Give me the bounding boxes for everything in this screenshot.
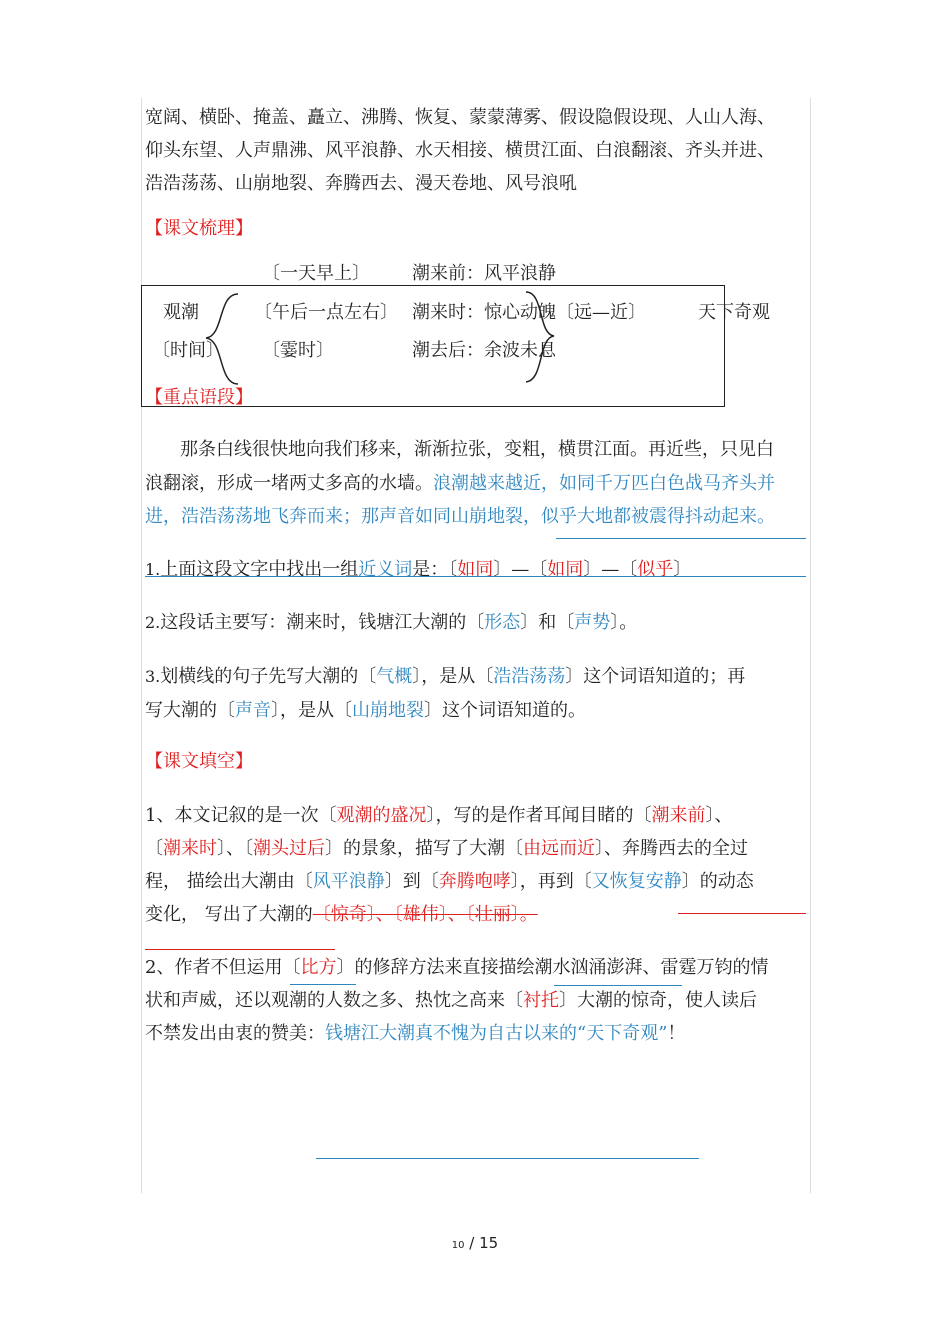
q3-answer-2: 浩浩荡荡 (493, 666, 566, 687)
fill-3-answer-3: 又恢复安静 (591, 871, 682, 892)
fill-1-line-1 (145, 799, 732, 832)
outline-heading: 【课文梳理】 (145, 218, 253, 239)
outline-row1-time: 〔一天早上〕 (262, 263, 370, 284)
q1-answer-1: 如同 (457, 559, 494, 580)
question-2-number: 2. (145, 613, 161, 632)
fill-2-line-1 (145, 951, 768, 984)
fill-2-text-d: 〕、奔腾西去的全过 (595, 838, 748, 859)
red-rule-1 (678, 913, 806, 914)
q2-answer-1: 形态 (484, 612, 521, 633)
question-1 (145, 553, 691, 586)
q1-answer-3: 似乎 (637, 559, 674, 580)
question-3-line-1 (145, 660, 745, 693)
fill-3-text-c: 〕，再到〔 (510, 871, 592, 892)
key-passage-line-2 (145, 467, 775, 500)
outline-row3-desc: 潮去后：余波未息 (412, 340, 556, 361)
q2-answer-2: 声势 (574, 612, 611, 633)
fill-2-answer-2: 潮头过后 (253, 838, 325, 859)
outline-right-summary: 天下奇观 (698, 302, 770, 323)
fill-2-text-c: 〕的景象，描写了大潮〔 (325, 838, 523, 859)
outline-left-topic: 观潮 (163, 302, 199, 323)
question-3-line-2 (145, 694, 586, 727)
blue-rule-bottom (316, 1158, 699, 1159)
fill-3-answer-2: 奔腾咆哮 (438, 871, 511, 892)
fill-2-text-b: 〕、〔 (217, 838, 253, 859)
key-passage-underlined-start: 浪潮越来越近，如同千万匹白色战马齐头并 (433, 473, 775, 494)
outline-row2-time: 〔午后一点左右〕 (254, 302, 398, 323)
question-1-number: 1. (145, 560, 161, 579)
fill-heading: 【课文填空】 (145, 751, 253, 772)
left-brace-icon (200, 290, 250, 390)
q2-text-b: 〕和〔 (520, 612, 575, 633)
q1-text-d: 〕—〔 (493, 559, 548, 580)
fill-5-text-b: 〕的修辞方法来直接描绘潮水汹涌澎湃、雷霆万钧的情 (336, 957, 769, 978)
q3-text-f: 〕这个词语知道的。 (424, 700, 586, 721)
underline-rule-2 (145, 576, 806, 577)
fill-6-answer-1: 衬托 (523, 990, 559, 1011)
question-2 (145, 606, 637, 639)
fill-7-answer: 钱塘江大潮真不愧为自古以来的“天下奇观” (325, 1023, 668, 1044)
page-current: 10 (451, 1240, 465, 1251)
q3-text-c: 〕这个词语知道的；再 (565, 666, 746, 687)
blue-rule-mid (554, 985, 682, 986)
q1-text-a: 上面这段文字中找出一组 (160, 559, 359, 580)
fill-1-text-b: 〕，写的是作者耳闻目睹的〔 (426, 805, 652, 826)
fill-1-text-a: 1、本文记叙的是一次〔 (145, 805, 337, 826)
q1-text-f: 〕 (673, 559, 692, 580)
q1-text-e: 〕—〔 (583, 559, 638, 580)
q1-term: 近义词 (358, 559, 413, 580)
outline-left-sub: 〔时间〕 (152, 340, 224, 361)
vocab-line-2: 仰头东望、人声鼎沸、风平浪静、水天相接、横贯江面、白浪翻滚、齐头并进、 (145, 140, 775, 161)
fill-2-line-2 (145, 984, 757, 1017)
fill-4-text-a: 变化， 写出了大潮的 (145, 904, 313, 925)
fill-1-answer-1: 观潮的盛况 (336, 805, 427, 826)
fill-1-line-3 (145, 865, 754, 898)
fill-3-answer-1: 风平浪静 (312, 871, 385, 892)
page-total: 15 (479, 1234, 499, 1252)
fill-6-text-a: 状和声威，还以观潮的人数之多、热忱之高来〔 (145, 990, 523, 1011)
q3-answer-1: 气概 (376, 666, 413, 687)
question-3-number: 3. (145, 667, 161, 686)
fill-3-text-a: 程， 描绘出大潮由〔 (145, 871, 313, 892)
fill-1-text-c: 〕、 (705, 805, 733, 826)
outline-row1-desc: 潮来前：风平浪静 (412, 263, 556, 284)
vocab-line-3: 浩浩荡荡、山崩地裂、奔腾西去、漫天卷地、风号浪吼 (145, 173, 577, 194)
key-passage-line-1: 那条白线很快地向我们移来，渐渐拉张，变粗，横贯江面。再近些，只见白 (180, 439, 774, 460)
fill-2-text-a: 〔 (145, 838, 163, 859)
right-brace-icon (520, 288, 560, 388)
fill-1-answer-2: 潮来前 (651, 805, 706, 826)
q3-answer-4: 山崩地裂 (352, 700, 424, 721)
fill-5-text-a: 2、作者不但运用〔 (145, 957, 301, 978)
key-passage-line-3: 进，浩浩荡荡地飞奔而来；那声音如同山崩地裂，似乎大地都被震得抖动起来。 (145, 506, 775, 527)
fill-1-line-4 (145, 898, 538, 931)
outline-row2-desc: 潮来时：惊心动魄〔远—近〕 (412, 302, 646, 323)
page-separator: / (464, 1234, 480, 1252)
vocab-line-1: 宽阔、横卧、掩盖、矗立、沸腾、恢复、蒙蒙薄雾、假设隐假设现、人山人海、 (145, 107, 775, 128)
fill-5-answer-1: 比方 (300, 957, 337, 978)
underline-rule-1 (556, 538, 806, 539)
page-number (0, 1234, 950, 1252)
fill-4-answer: 〔惊奇〕、〔雄伟〕、〔壮丽〕。 (312, 904, 538, 925)
key-heading: 【重点语段】 (145, 387, 253, 408)
q3-text-e: 〕，是从〔 (271, 700, 352, 721)
q3-answer-3: 声音 (235, 700, 271, 721)
fill-6-text-b: 〕大潮的惊奇，使人读后 (559, 990, 757, 1011)
q2-text-c: 〕。 (610, 612, 638, 633)
q3-text-b: 〕，是从〔 (412, 666, 494, 687)
q1-answer-2: 如同 (547, 559, 584, 580)
outline-row3-time: 〔霎时〕 (262, 340, 334, 361)
fill-1-line-2 (145, 832, 748, 865)
q2-text-a: 这段话主要写：潮来时，钱塘江大潮的〔 (160, 612, 485, 633)
fill-3-text-b: 〕到〔 (384, 871, 439, 892)
red-rule-2 (145, 949, 335, 950)
fill-7-text-a: 不禁发出由衷的赞美： (145, 1023, 325, 1044)
q3-text-a: 划横线的句子先写大潮的〔 (160, 666, 377, 687)
fill-2-line-3 (145, 1017, 685, 1050)
key-passage-plain: 浪翻滚，形成一堵两丈多高的水墙。 (145, 473, 433, 494)
q1-text-c: 是：〔 (412, 559, 458, 580)
fill-3-text-d: 〕的动态 (681, 871, 754, 892)
fill-2-answer-3: 由远而近 (523, 838, 595, 859)
fill-2-answer-1: 潮来时 (163, 838, 217, 859)
fill-7-text-b: ！ (667, 1023, 686, 1044)
q3-text-d: 写大潮的〔 (145, 700, 235, 721)
